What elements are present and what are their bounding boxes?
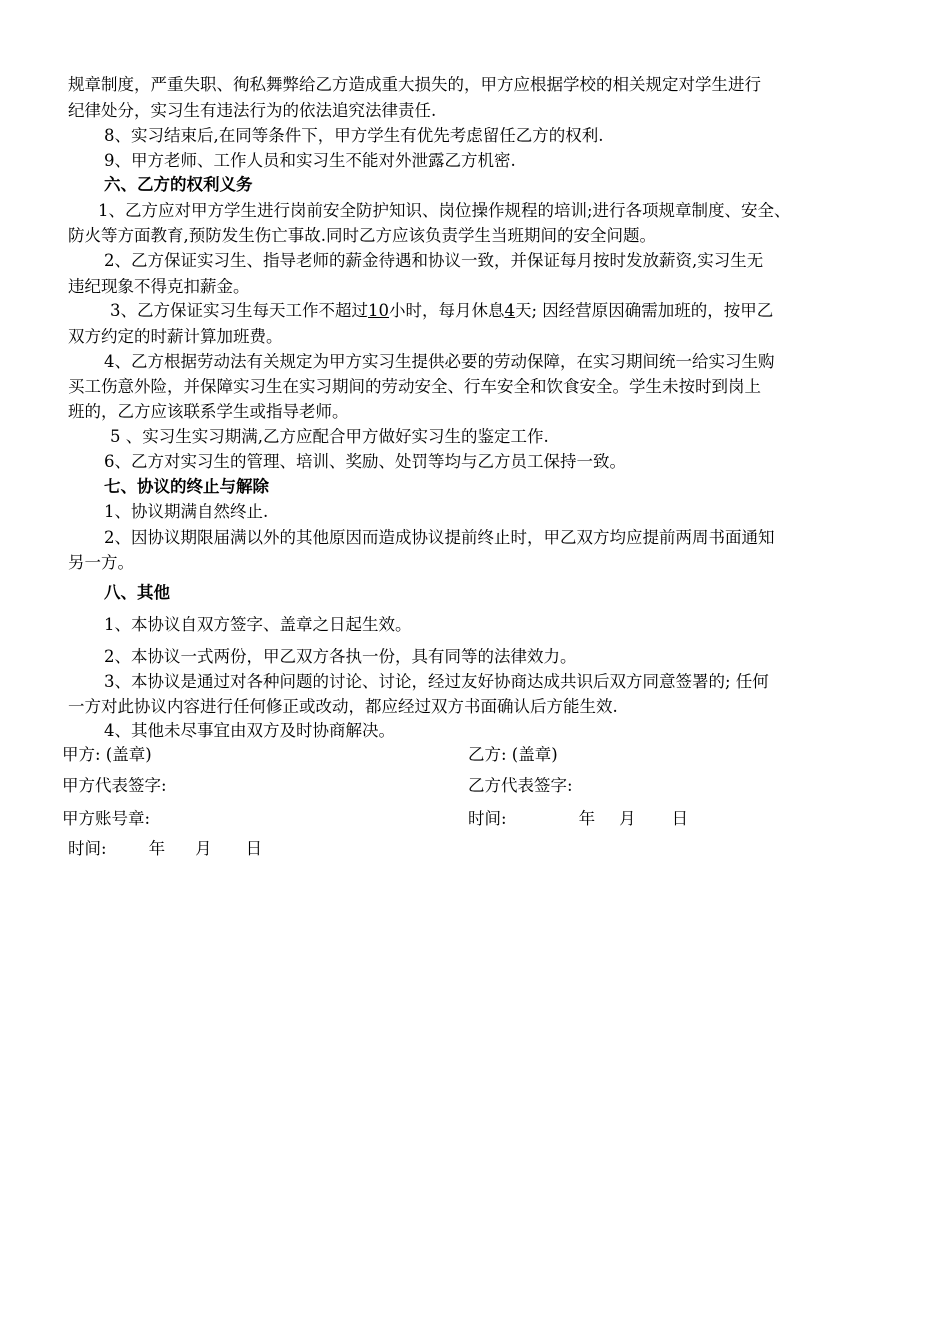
clause-8-2: 2、本协议一式两份，甲乙双方各执一份，具有同等的法律效力。 — [104, 647, 577, 666]
clause-6-4-cont: 班的，乙方应该联系学生或指导老师。 — [68, 402, 349, 421]
clause-8-3-cont: 一方对此协议内容进行任何修正或改动，都应经过双方书面确认后方能生效. — [68, 697, 618, 716]
clause-6-3 — [110, 300, 890, 324]
clause-8-4: 4、其他未尽事宜由双方及时协商解决。 — [104, 721, 395, 740]
rest-days-value: 4 — [504, 301, 515, 320]
work-hours-value: 10 — [368, 301, 389, 320]
year-label: 年 — [148, 839, 166, 858]
clause-6-3-post: 天; 因经营原因确需加班的，按甲乙 — [515, 301, 774, 320]
section-heading-6: 六、乙方的权利义务 — [104, 175, 253, 194]
party-a-seal-label: 甲方: (盖章) — [62, 745, 152, 764]
clause-7-2-cont: 另一方。 — [68, 553, 134, 572]
paragraph-line: 纪律处分，实习生有违法行为的依法追究法律责任. — [68, 101, 437, 120]
clause-6-3-pre: 3、乙方保证实习生每天工作不超过 — [110, 301, 368, 320]
clause-6-1: 1、乙方应对甲方学生进行岗前安全防护知识、岗位操作规程的培训;进行各项规章制度、安全、 — [98, 201, 791, 220]
clause-6-2-cont: 违纪现象不得克扣薪金。 — [68, 277, 250, 296]
party-b-date-line — [468, 808, 688, 830]
month-label: 月 — [619, 809, 636, 828]
clause-7-1: 1、协议期满自然终止. — [104, 502, 269, 521]
clause-6-1-cont: 防火等方面教育,预防发生伤亡事故.同时乙方应该负责学生当班期间的安全问题。 — [68, 226, 656, 245]
party-a-date-line — [68, 838, 262, 860]
clause-8-3: 3、本协议是通过对各种问题的讨论、讨论，经过友好协商达成共识后双方同意签署的; 任何 — [104, 672, 769, 691]
clause-8-1: 1、本协议自双方签字、盖章之日起生效。 — [104, 615, 412, 634]
time-label: 时间: — [68, 839, 107, 858]
party-a-account-seal-label: 甲方账号章: — [62, 809, 151, 828]
day-label: 日 — [671, 809, 689, 828]
clause-6-5: 5 、实习生实习期满,乙方应配合甲方做好实习生的鉴定工作. — [110, 427, 549, 446]
clause-item-9: 9、甲方老师、工作人员和实习生不能对外泄露乙方机密. — [104, 151, 516, 170]
section-heading-7: 七、协议的终止与解除 — [104, 477, 269, 496]
clause-7-2: 2、因协议期限届满以外的其他原因而造成协议提前终止时，甲乙双方均应提前两周书面通知 — [104, 528, 775, 547]
clause-6-4: 4、乙方根据劳动法有关规定为甲方实习生提供必要的劳动保障，在实习期间统一给实习生购 — [104, 352, 775, 371]
party-b-representative-label: 乙方代表签字: — [468, 776, 573, 795]
clause-6-2: 2、乙方保证实习生、指导老师的薪金待遇和协议一致，并保证每月按时发放薪资,实习生无 — [104, 251, 764, 270]
clause-item-8: 8、实习结束后,在同等条件下，甲方学生有优先考虑留任乙方的权利. — [104, 126, 604, 145]
clause-6-3-cont: 双方约定的时薪计算加班费。 — [68, 327, 283, 346]
clause-6-6: 6、乙方对实习生的管理、培训、奖励、处罚等均与乙方员工保持一致。 — [104, 452, 626, 471]
clause-6-4-cont: 买工伤意外险，并保障实习生在实习期间的劳动安全、行车安全和饮食安全。学生未按时到岗上 — [68, 377, 761, 396]
party-a-representative-label: 甲方代表签字: — [62, 776, 167, 795]
time-label: 时间: — [468, 809, 507, 828]
month-label: 月 — [195, 839, 212, 858]
section-heading-8: 八、其他 — [104, 583, 170, 602]
paragraph-line: 规章制度，严重失职、徇私舞弊给乙方造成重大损失的，甲方应根据学校的相关规定对学生进行 — [68, 75, 761, 94]
party-b-seal-label: 乙方: (盖章) — [468, 745, 558, 764]
clause-6-3-mid: 小时，每月休息 — [389, 301, 505, 320]
year-label: 年 — [578, 809, 596, 828]
day-label: 日 — [245, 839, 263, 858]
